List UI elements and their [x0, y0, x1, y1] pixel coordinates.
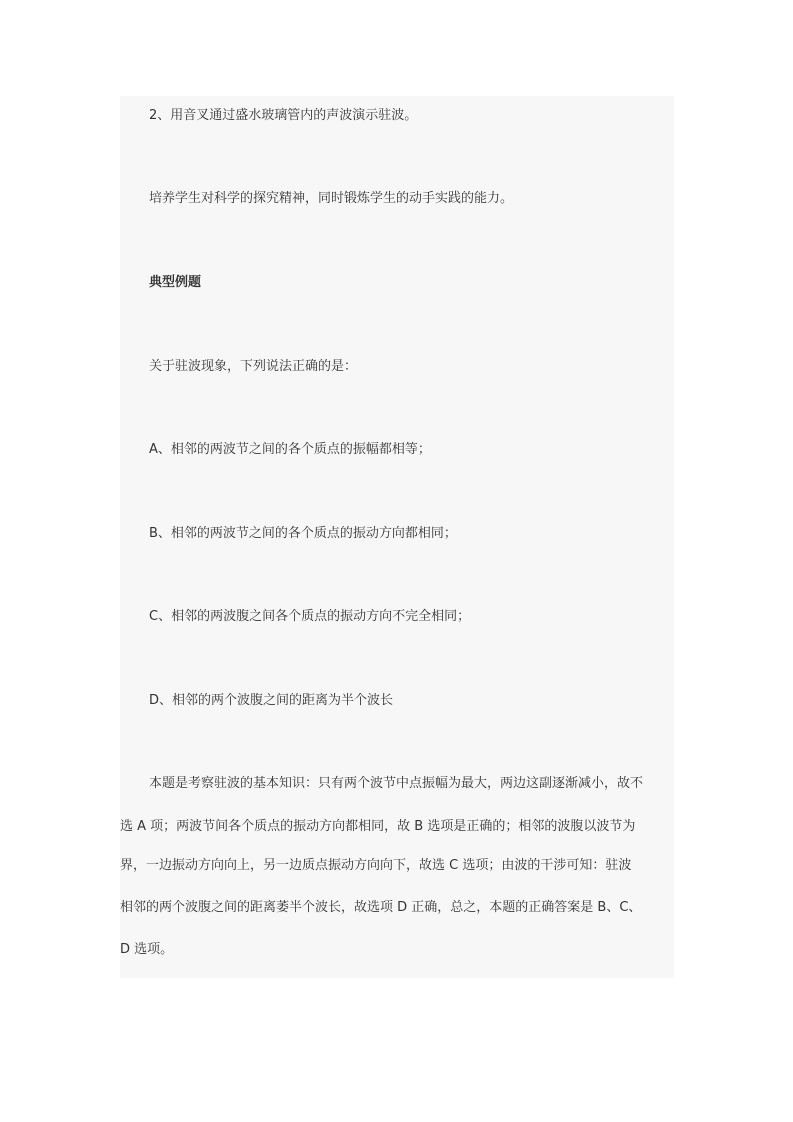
- goal-paragraph: 培养学生对科学的探究精神，同时锻炼学生的动手实践的能力。: [149, 191, 514, 206]
- explanation-line: 本题是考察驻波的基本知识：只有两个波节中点振幅为最大，两边这副逐渐减小，故不: [149, 776, 644, 791]
- demo-paragraph: 2、用音叉通过盛水玻璃管内的声波演示驻波。: [149, 108, 418, 123]
- option-d: D、相邻的两个波腹之间的距离为半个波长: [149, 693, 394, 708]
- explanation-line: 选 A 项；两波节间各个质点的振动方向都相同，故 B 选项是正确的；相邻的波腹以波节为: [120, 819, 636, 834]
- explanation-line: D 选项。: [120, 942, 174, 957]
- option-a: A、相邻的两波节之间的各个质点的振幅都相等；: [149, 442, 431, 457]
- option-c: C、相邻的两波腹之间各个质点的振动方向不完全相同；: [149, 609, 471, 624]
- question-text: 关于驻波现象，下列说法正确的是：: [149, 359, 358, 374]
- explanation-line: 界，一边振动方向向上，另一边质点振动方向向下，故选 C 选项；由波的干涉可知：驻波: [120, 858, 632, 873]
- explanation-line: 相邻的两个波腹之间的距离萎半个波长，故选项 D 正确，总之，本题的正确答案是 B、C、: [120, 900, 642, 915]
- option-b: B、相邻的两波节之间的各个质点的振动方向都相同；: [149, 526, 457, 541]
- section-title: 典型例题: [149, 275, 202, 290]
